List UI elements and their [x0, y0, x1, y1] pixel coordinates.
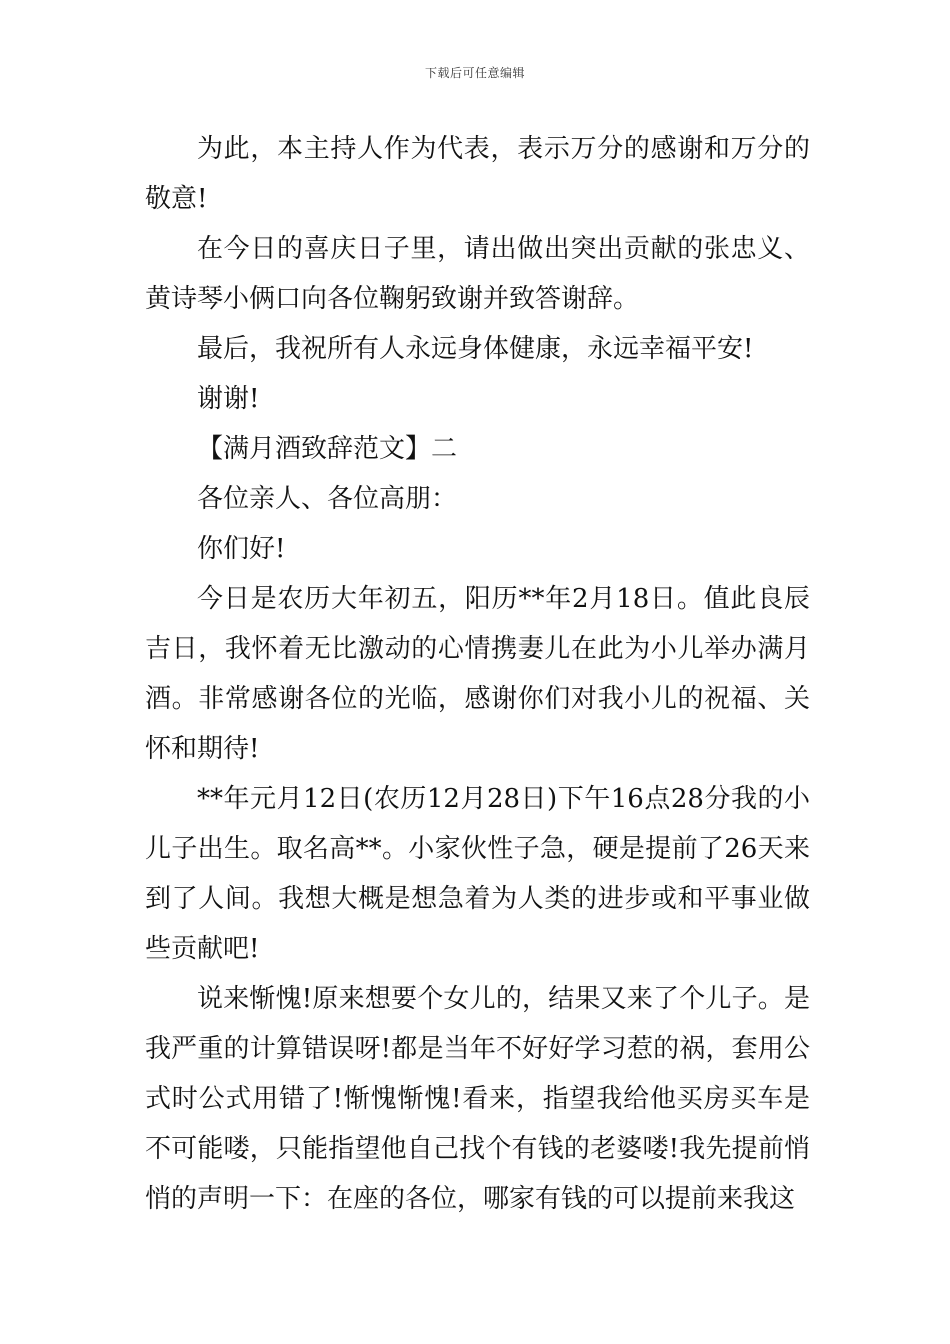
page-header-note: 下载后可任意编辑 — [424, 66, 525, 80]
paragraph-blessing: 最后，我祝所有人永远身体健康，永远幸福平安! — [197, 334, 754, 364]
paragraph-salutation: 各位亲人、各位高朋： — [197, 484, 458, 514]
section-heading: 【满月酒致辞范文】二 — [197, 434, 458, 464]
paragraph-greeting: 你们好! — [197, 534, 286, 564]
document-body — [145, 124, 810, 1224]
paragraph-thanks: 为此，本主持人作为代表，表示万分的感谢和万分的敬意! — [145, 134, 810, 214]
paragraph-couple-bow: 在今日的喜庆日子里，请出做出突出贡献的张忠义、黄诗琴小俩口向各位鞠躬致谢并致答谢辞。 — [145, 234, 810, 314]
paragraph-occasion: 今日是农历大年初五，阳历**年2月18日。值此良辰吉日，我怀着无比激动的心情携妻儿在此为小儿举办满月酒。非常感谢各位的光临，感谢你们对我小儿的祝福、关怀和期待! — [145, 584, 810, 764]
paragraph-birth: **年元月12日(农历12月28日)下午16点28分我的小儿子出生。取名高**。小家伙性子急，硬是提前了26天来到了人间。我想大概是想急着为人类的进步或和平事业做些贡献吧! — [145, 784, 810, 964]
paragraph-thank-you: 谢谢! — [197, 384, 260, 414]
paragraph-humor: 说来惭愧!原来想要个女儿的，结果又来了个儿子。是我严重的计算错误呀!都是当年不好好学习惹的祸，套用公式时公式用错了!惭愧惭愧!看来，指望我给他买房买车是不可能喽，只能指望他自己找个有钱的老婆喽!我先提前悄悄的声明一下：在座的各位，哪家有钱的可以提前来我这 — [145, 984, 810, 1214]
